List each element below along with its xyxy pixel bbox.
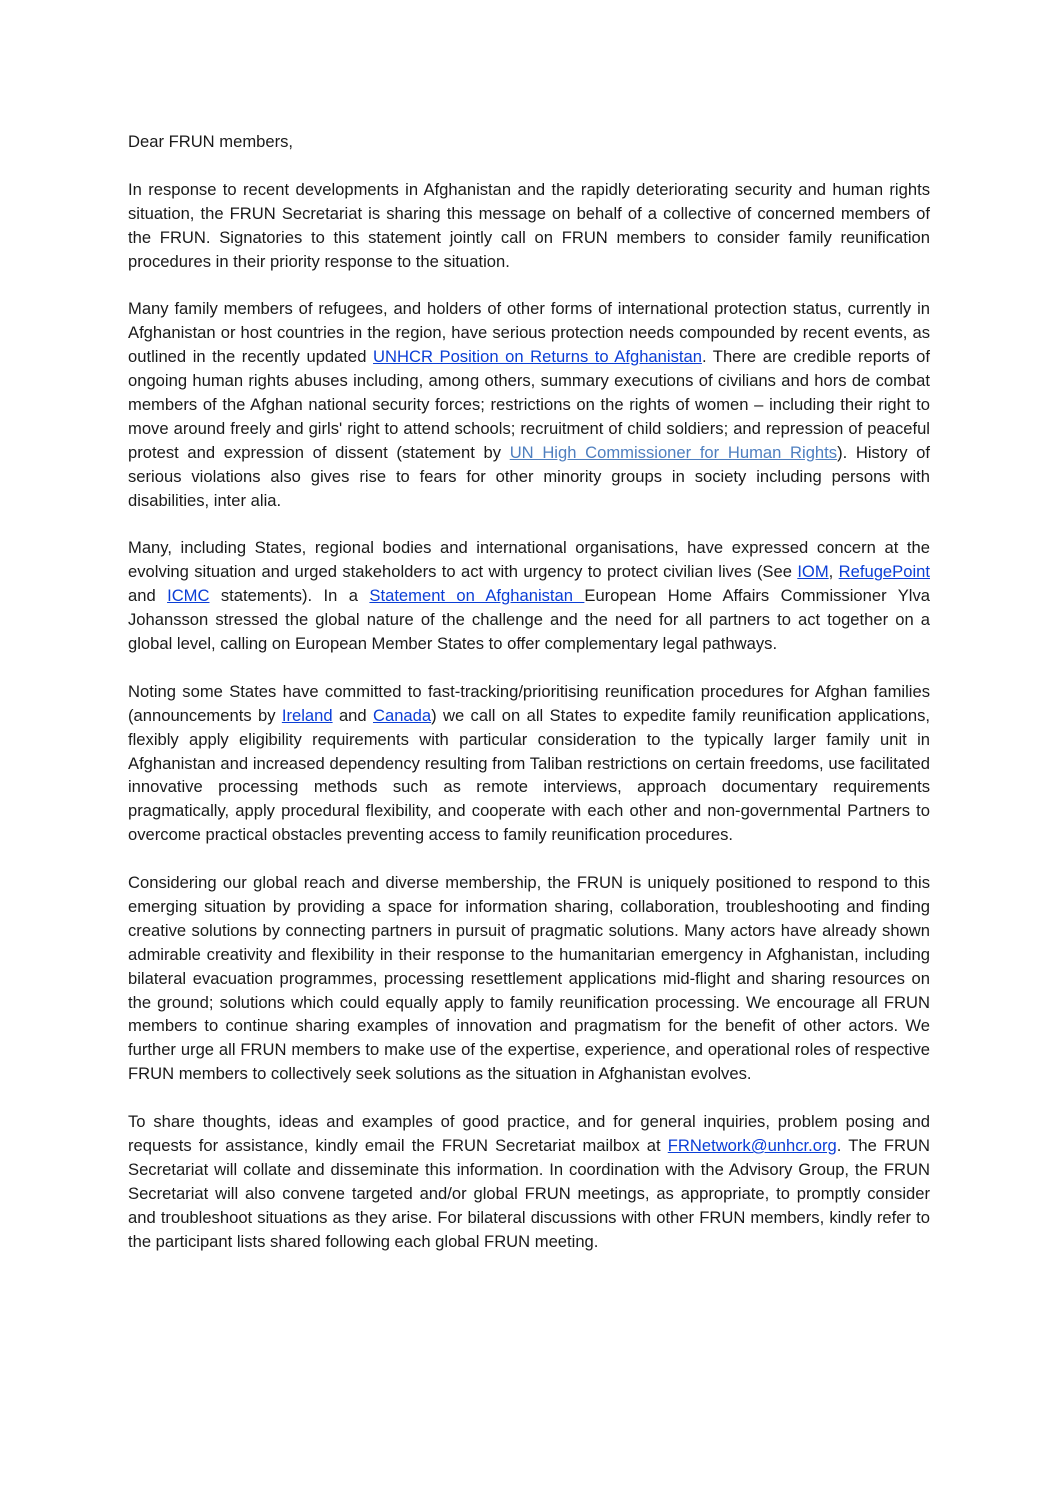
paragraph-text: Noting some States have committed to fast-tracking/prioritising reunification procedures for Afghan families (announcements by bbox=[128, 681, 930, 725]
link-ireland[interactable]: Ireland bbox=[281, 705, 333, 725]
paragraph-text: To share thoughts, ideas and examples of good practice, and for general inquiries, problem posing and requests for assistance, kindly email the FRUN Secretariat mailbox at bbox=[128, 1112, 930, 1155]
paragraph-text: statements). In a bbox=[209, 586, 370, 606]
paragraph-text: Many, including States, regional bodies and international organisations, have expressed concern at the evolving situation and urged stakeholders to act with urgency to protect civilian lives (See bbox=[128, 538, 930, 582]
paragraph-text: and bbox=[128, 586, 168, 606]
paragraph-text: ) we call on all States to expedite family reunification applications, flexibly apply eligibility requirements with particular consideration to the typically larger family unit in Afghanistan and increased dependency resulting from Taliban restrictions on certain freedoms, use facilitated innovative processing methods such as remote interviews, approach documentary requirements pragmatically, apply procedural flexibility, and cooperate with each other and non-governmental Partners to overcome practical obstacles preventing access to family reunification procedures. bbox=[128, 705, 930, 845]
link-email-frnetwork[interactable]: FRNetwork@unhcr.org bbox=[667, 1135, 837, 1155]
link-canada[interactable]: Canada bbox=[372, 705, 432, 725]
link-iom[interactable]: IOM bbox=[797, 562, 829, 582]
paragraph-text: European Home Affairs Commissioner Ylva Johansson stressed the global nature of the challenge and the need for all partners to act together on a global level, calling on European Member States to offer complementary legal pathways. bbox=[128, 586, 930, 653]
link-refugepoint[interactable]: RefugePoint bbox=[838, 562, 930, 582]
link-unhcr-position[interactable]: UNHCR Position on Returns to Afghanistan bbox=[373, 347, 702, 367]
paragraph-text: Many family members of refugees, and holders of other forms of international protection status, currently in Afghanistan or host countries in the region, have serious protection needs compounded by recent events, as outlined in the recently updated bbox=[128, 299, 930, 367]
paragraph-text: . There are credible reports of ongoing human rights abuses including, among others, summary executions of civilians and hors de combat members of the Afghan national security forces; restrictions on the rights of women – including their right to move around freely and girls' right to attend schools; recruitment of child soldiers; and repression of peaceful protest and expression of dissent (statement by bbox=[128, 347, 930, 462]
paragraph-text: , bbox=[828, 562, 839, 582]
link-statement-on-afghanistan[interactable]: Statement on Afghanistan bbox=[369, 586, 585, 606]
paragraph-text: ). History of serious violations also gives rise to fears for other minority groups in society including persons with disabilities, inter alia. bbox=[128, 442, 931, 510]
paragraph-text: . The FRUN Secretariat will collate and disseminate this information. In coordination with the Advisory Group, the FRUN Secretariat will also convene targeted and/or global FRUN meetings, as appropriate, to promptly consider and troubleshoot situations as they arise. For bilateral discussions with other FRUN members, kindly refer to the participant lists shared following each global FRUN meeting. bbox=[128, 1135, 931, 1251]
salutation: Dear FRUN members, bbox=[128, 132, 294, 151]
link-icmc[interactable]: ICMC bbox=[167, 586, 210, 606]
paragraph-text: and bbox=[332, 705, 373, 725]
paragraph-fast-tracking bbox=[128, 680, 930, 847]
paragraph-contact bbox=[128, 1110, 930, 1253]
paragraph-global-reach: Considering our global reach and diverse membership, the FRUN is uniquely positioned to respond to this emerging situation by providing a space for information sharing, collaboration, troubleshooting and finding creative solutions by connecting partners in pursuit of pragmatic solutions. Many actors have already shown admirable creativity and flexibility in their response to the humanitarian emergency in Afghanistan, including bilateral evacuation programmes, processing resettlement applications mid-flight and sharing resources on the ground; solutions which could equally apply to family reunification processing. We encourage all FRUN members to continue sharing examples of innovation and pragmatism for the benefit of other actors. We further urge all FRUN members to make use of the expertise, experience, and operational roles of respective FRUN members to collectively seek solutions as the situation in Afghanistan evolves. bbox=[128, 873, 930, 1084]
paragraph-protection-needs bbox=[128, 297, 930, 512]
paragraph-intro: In response to recent developments in Afghanistan and the rapidly deteriorating security and human rights situation, the FRUN Secretariat is sharing this message on behalf of a collective of concerned members of the FRUN. Signatories to this statement jointly call on FRUN members to consider family reunification procedures in their priority response to the situation. bbox=[128, 179, 930, 271]
link-un-high-commissioner[interactable]: UN High Commissioner for Human Rights bbox=[509, 442, 838, 462]
paragraph-concern bbox=[128, 536, 930, 656]
